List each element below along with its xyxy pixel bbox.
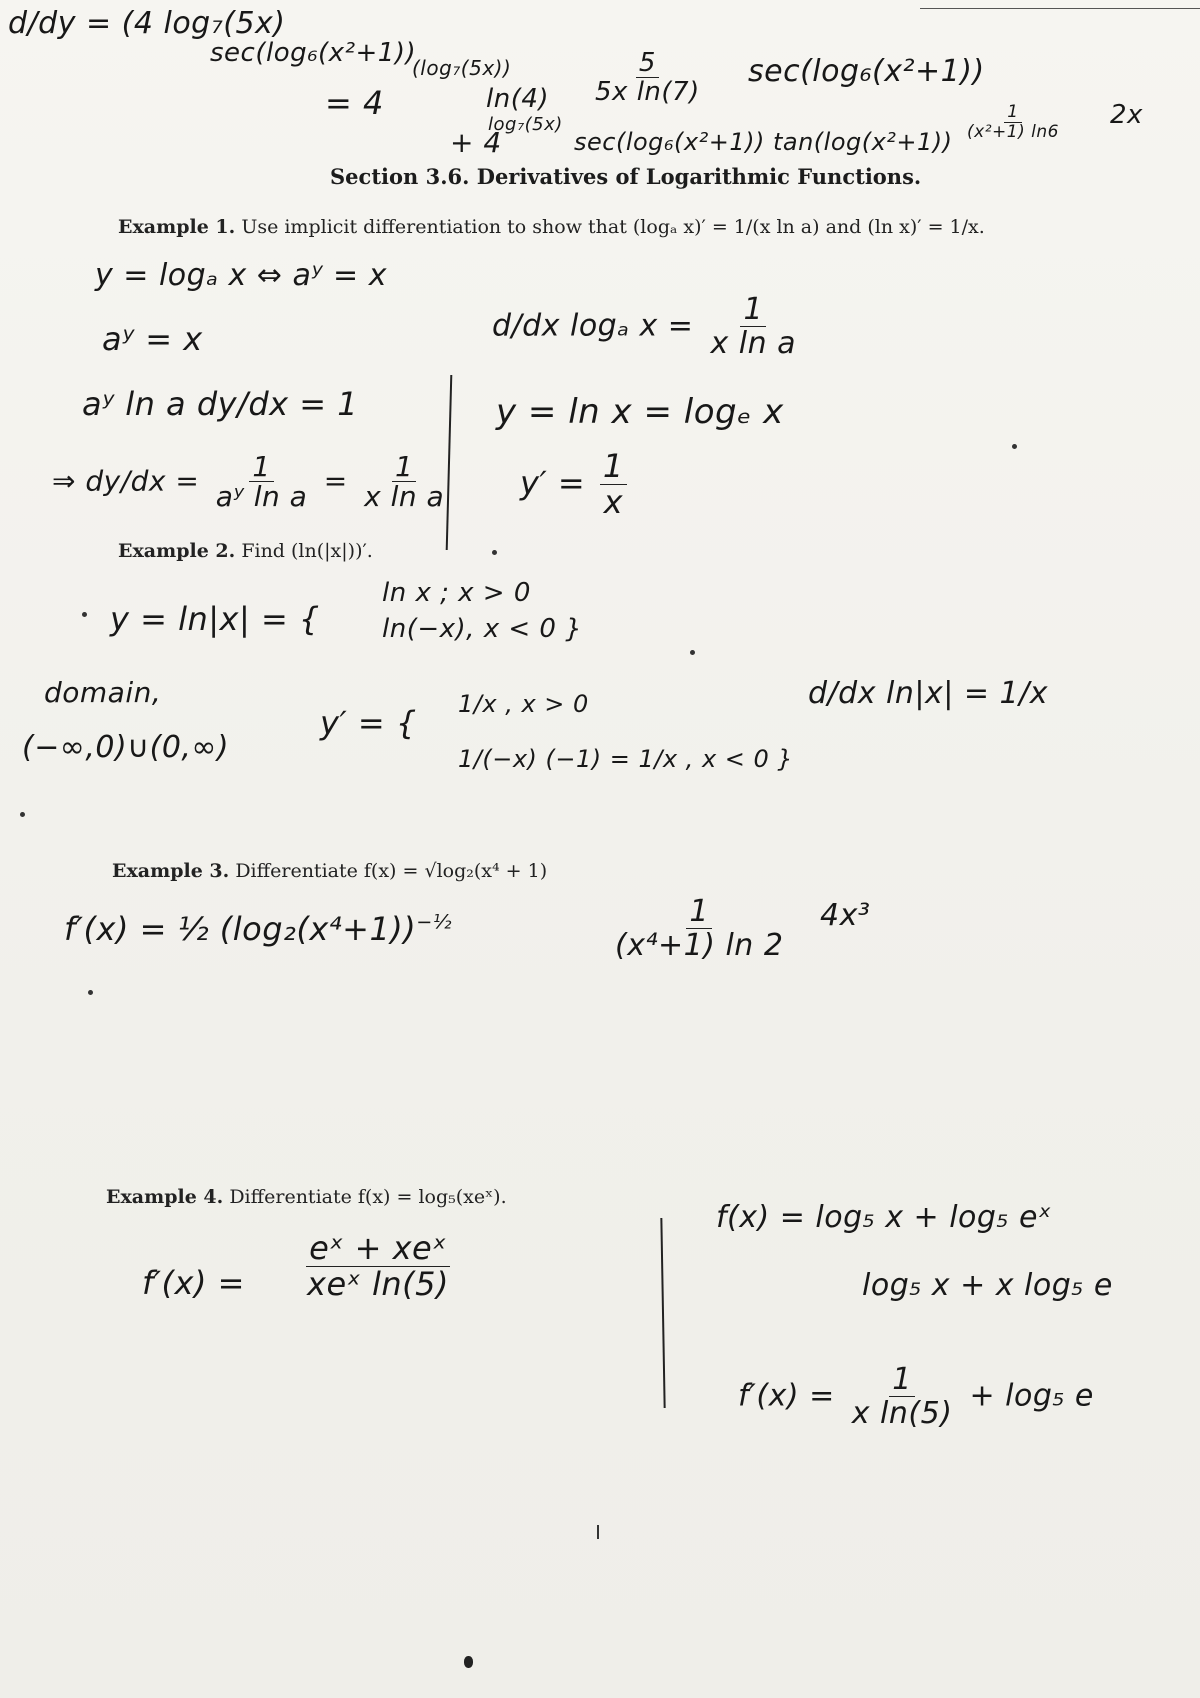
fraction-denominator: x ln a <box>710 325 797 361</box>
ex2-case-1: ln x ; x > 0 <box>382 578 531 608</box>
ex4-divider-line <box>660 1218 665 1408</box>
fraction-denominator: x ln a <box>364 480 445 514</box>
fraction-numerator: 1 <box>1004 104 1021 123</box>
fraction-denominator: aʸ ln a <box>215 480 308 514</box>
ex1-line-c: aʸ ln a dy/dx = 1 <box>82 385 359 423</box>
ex4-fraction <box>300 1229 456 1303</box>
example-3-prompt <box>112 860 547 882</box>
ex2-yprime-case-1: 1/x , x > 0 <box>458 690 589 718</box>
handwriting-top-line-3c: ln(4) <box>486 84 550 114</box>
fraction-denominator: (x⁴+1) ln 2 <box>615 927 784 963</box>
fraction-numerator: 1 <box>686 896 712 929</box>
ex2-line-a: y = ln|x| = { <box>110 600 320 638</box>
handwriting-top-fraction-2 <box>960 104 1066 142</box>
ex4-right-line-2: log₅ x + x log₅ e <box>862 1268 1113 1303</box>
ex1-line-e <box>492 294 803 360</box>
fraction-numerator: 1 <box>889 1364 915 1397</box>
ex4-right-line-3-suffix: + log₅ e <box>969 1378 1094 1414</box>
top-rule-line <box>920 8 1200 9</box>
fraction-numerator: 1 <box>600 450 627 485</box>
handwriting-top-line-1: d/dy = (4 log₇(5x) <box>8 6 286 41</box>
handwriting-top-fraction-1 <box>588 50 707 107</box>
ex1-line-g <box>520 447 631 521</box>
example-3-text: Differentiate f(x) = √log₂(x⁴ + 1) <box>235 860 548 882</box>
ex4-right-line-1: f(x) = log₅ x + log₅ eˣ <box>716 1200 1052 1235</box>
ex2-domain-value: (−∞,0)∪(0,∞) <box>22 730 230 765</box>
ex3-line-a-text: f′(x) = ½ (log₂(x⁴+1)) <box>64 910 417 948</box>
example-2-label: Example 2. <box>118 540 236 562</box>
scan-speck <box>20 812 25 817</box>
ex1-line-e-prefix: d/dx logₐ x = <box>492 308 694 344</box>
scan-speck <box>690 650 695 655</box>
fraction-denominator: (x²+1) ln6 <box>967 121 1059 142</box>
ex1-line-d <box>52 452 451 513</box>
handwriting-top-line-4b: log₇(5x) <box>488 114 563 135</box>
handwriting-top-line-3a: = 4 <box>325 84 384 122</box>
handwriting-top-line-4d: 2x <box>1110 100 1143 130</box>
fraction-denominator: x ln(5) <box>851 1395 953 1431</box>
scan-speck <box>597 1525 599 1539</box>
scan-speck <box>492 550 497 555</box>
ex2-yprime-case-2: 1/(−x) (−1) = 1/x , x < 0 } <box>458 745 794 773</box>
handwriting-top-line-4c: sec(log₆(x²+1)) tan(log(x²+1)) <box>574 128 953 156</box>
scan-speck <box>82 612 87 617</box>
ink-blot <box>464 1656 473 1668</box>
fraction-numerator: eˣ + xeˣ <box>306 1232 450 1267</box>
example-2-prompt <box>118 540 373 562</box>
ex4-line-a: f′(x) = <box>142 1264 245 1302</box>
ex4-right-line-3 <box>738 1364 1094 1430</box>
ex1-line-f: y = ln x = logₑ x <box>496 392 784 432</box>
scan-speck <box>88 990 93 995</box>
section-title: Section 3.6. Derivatives of Logarithmic Functions. <box>330 164 922 189</box>
handwriting-top-line-2: sec(log₆(x²+1)) <box>210 38 417 68</box>
fraction-denominator: xeˣ ln(5) <box>307 1264 449 1303</box>
ex1-line-a: y = logₐ x ⇔ aʸ = x <box>95 258 387 293</box>
ex2-case-2: ln(−x), x < 0 } <box>382 614 583 644</box>
ex1-line-g-prefix: y′ = <box>520 463 586 502</box>
handwriting-top-line-3b: (log₇(5x)) <box>412 56 512 80</box>
ex3-exponent: −½ <box>416 910 452 934</box>
fraction-numerator: 1 <box>740 294 766 327</box>
ex3-line-b: 4x³ <box>820 898 871 933</box>
ex3-fraction <box>608 896 790 962</box>
example-3-label: Example 3. <box>112 860 230 882</box>
example-1-prompt <box>118 216 985 238</box>
handwriting-top-line-4: + 4 <box>450 126 502 159</box>
ex2-result: d/dx ln|x| = 1/x <box>808 676 1048 711</box>
example-4-prompt <box>106 1186 507 1208</box>
example-1-text: Use implicit differentiation to show that (logₐ x)′ = 1/(x ln a) and (ln x)′ = 1/x. <box>241 216 985 238</box>
fraction-denominator: 5x ln(7) <box>595 77 700 108</box>
example-2-text: Find (ln(|x|))′. <box>241 540 373 562</box>
example-4-text: Differentiate f(x) = log₅(xeˣ). <box>229 1186 507 1208</box>
ex4-right-line-3-prefix: f′(x) = <box>738 1378 835 1414</box>
ex2-domain-label: domain, <box>44 676 162 709</box>
fraction-numerator: 1 <box>249 452 273 482</box>
ex1-line-d-prefix: ⇒ dy/dx = <box>52 464 200 498</box>
ex1-equals: = <box>323 464 348 498</box>
handwriting-top-line-3d: sec(log₆(x²+1)) <box>748 54 985 89</box>
ex1-line-b: aʸ = x <box>102 320 203 358</box>
fraction-numerator: 1 <box>392 452 416 482</box>
fraction-denominator: x <box>603 482 623 521</box>
ex2-yprime: y′ = { <box>320 704 417 742</box>
scan-speck <box>1012 444 1017 449</box>
fraction-numerator: 5 <box>636 50 659 78</box>
example-4-label: Example 4. <box>106 1186 224 1208</box>
example-1-label: Example 1. <box>118 216 236 238</box>
ex3-line-a <box>64 910 452 948</box>
